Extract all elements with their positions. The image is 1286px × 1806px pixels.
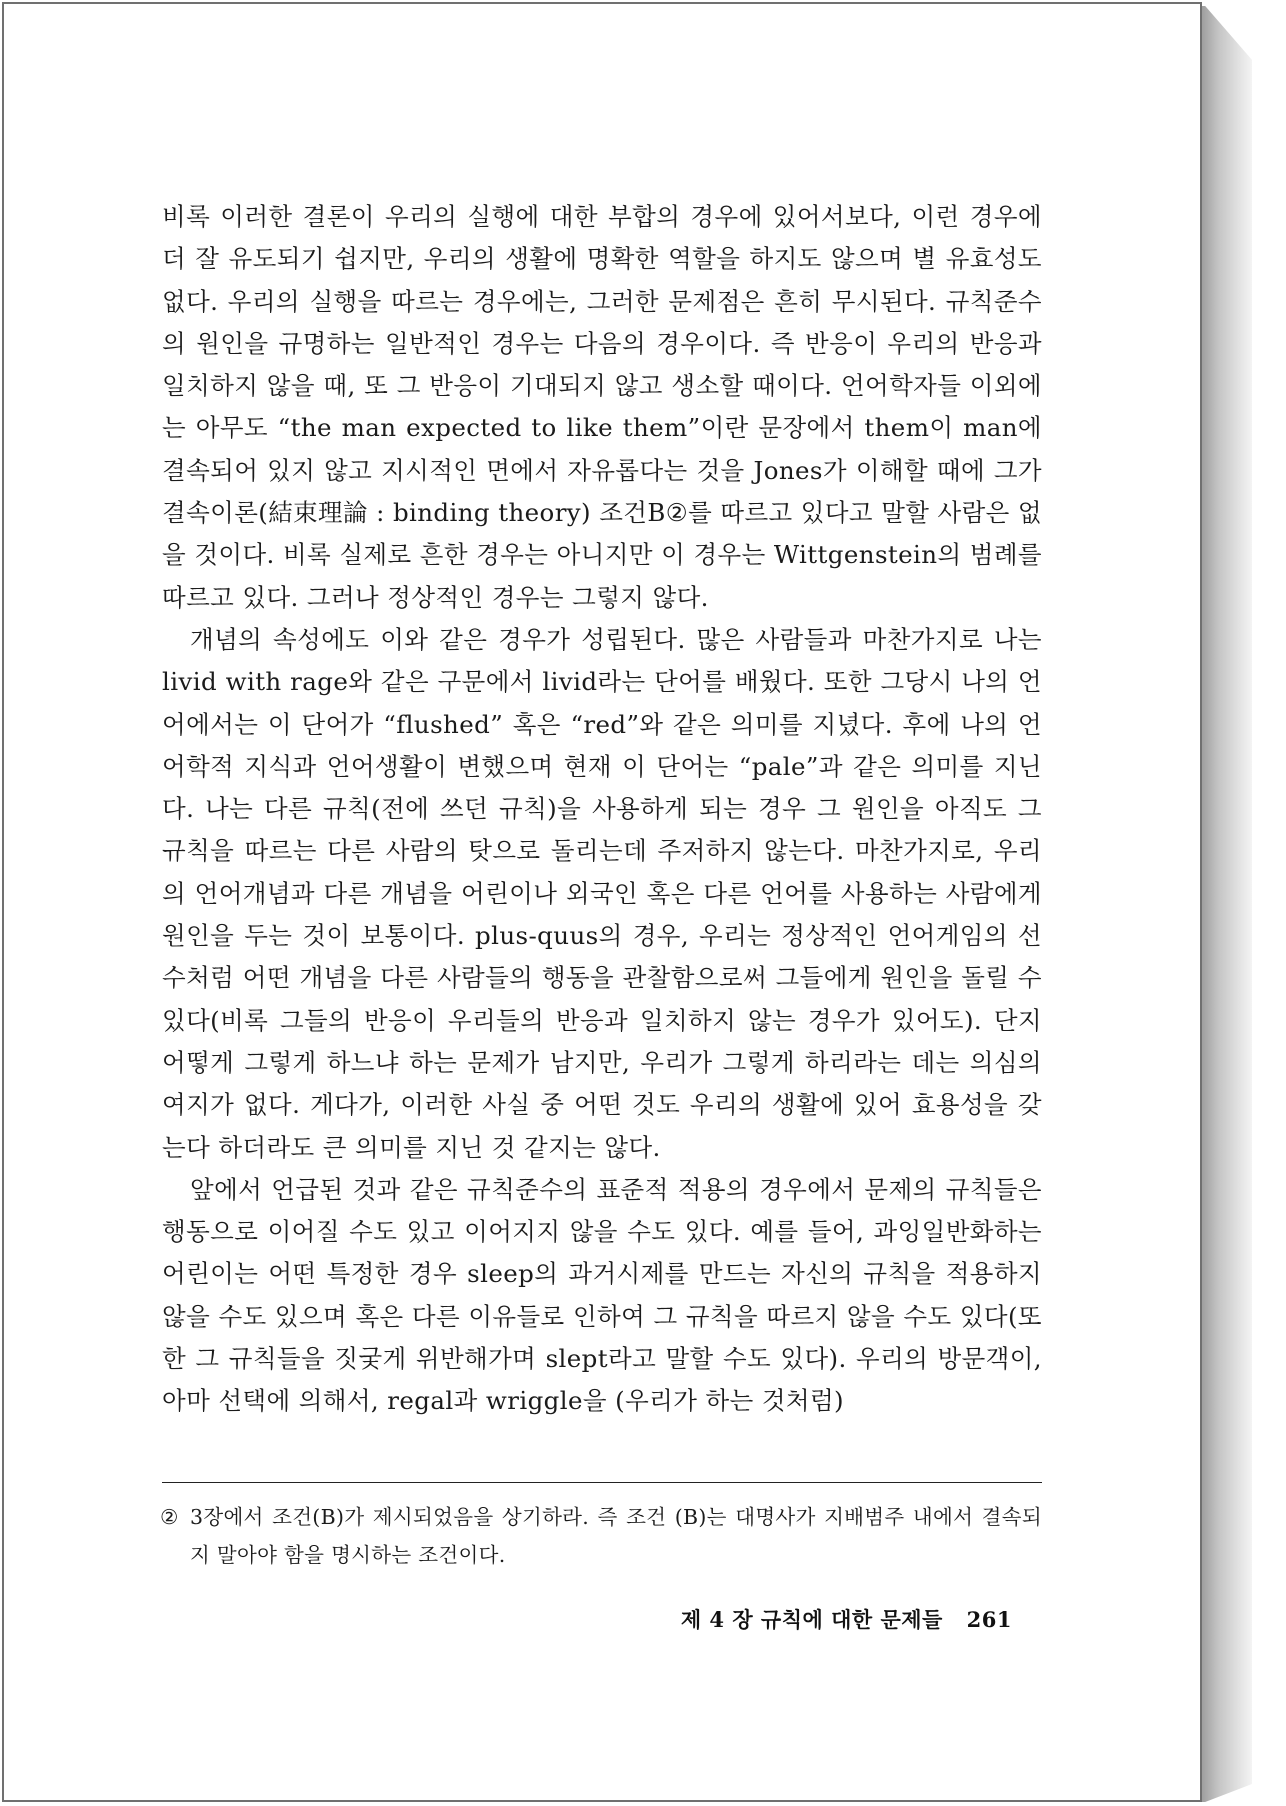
paragraph-2: 개념의 속성에도 이와 같은 경우가 성립된다. 많은 사람들과 마찬가지로 나는 livid with rage와 같은 구문에서 livid라는 단어를 배웠다. 또한 그당시 나의 언어에서는 이 단어가 “flushed” 혹은 “red”와 같은 의미를 지녔다. 후에 나의 언어학적 지식과 언어생활이 변했으며 현재 이 단어는 “pale”과 같은 의미를 지닌다. 나는 다른 규칙(전에 쓰던 규칙)을 사용하게 되는 경우 그 원인을 아직도 그 규칙을 따르는 다른 사람의 탓으로 돌리는데 주저하지 않는다. 마찬가지로, 우리의 언어개념과 다른 개념을 어린이나 외국인 혹은 다른 언어를 사용하는 사람에게 원인을 두는 것이 보통이다. plus-quus의 경우, 우리는 정상적인 언어게임의 선수처럼 어떤 개념을 다른 사람들의 행동을 관찰함으로써 그들에게 원인을 돌릴 수 있다(비록 그들의 반응이 우리들의 반응과 일치하지 않는 경우가 있어도). 단지 어떻게 그렇게 하느냐 하는 문제가 남지만, 우리가 그렇게 하리라는 데는 의심의 여지가 없다. 게다가, 이러한 사실 중 어떤 것도 우리의 생활에 있어 효용성을 갖는다 하더라도 큰 의미를 지닌 것 같지는 않다. <box>162 624 1042 1162</box>
paragraph-1: 비록 이러한 결론이 우리의 실행에 대한 부합의 경우에 있어서보다, 이런 경우에 더 잘 유도되기 쉽지만, 우리의 생활에 명확한 역할을 하지도 않으며 별 유효성도 없다. 우리의 실행을 따르는 경우에는, 그러한 문제점은 흔히 무시된다. 규칙준수의 원인을 규명하는 일반적인 경우는 다음의 경우이다. 즉 반응이 우리의 반응과 일치하지 않을 때, 또 그 반응이 기대되지 않고 생소할 때이다. 언어학자들 이외에는 아무도 “the man expected to like them”이란 문장에서 them이 man에 결속되어 있지 않고 지시적인 면에서 자유롭다는 것을 Jones가 이해할 때에 그가 결속이론(結束理論 : binding theory) 조건B②를 따르고 있다고 말할 사람은 없을 것이다. 비록 실제로 흔한 경우는 아니지만 이 경우는 Wittgenstein의 범례를 따르고 있다. 그러나 정상적인 경우는 그렇지 않다. <box>162 202 1042 612</box>
footnote-text: 3장에서 조건(B)가 제시되었음을 상기하라. 즉 조건 (B)는 대명사가 지배범주 내에서 결속되지 말아야 함을 명시하는 조건이다. <box>190 1505 1042 1567</box>
running-head: 제 4 장 규칙에 대한 문제들 <box>680 1607 943 1632</box>
page-stack-edge <box>1200 6 1252 1802</box>
footnote <box>160 1498 1042 1574</box>
footnote-separator <box>162 1482 1042 1483</box>
footnote-marker: ② <box>160 1505 179 1529</box>
paragraph-3: 앞에서 언급된 것과 같은 규칙준수의 표준적 적용의 경우에서 문제의 규칙들은 행동으로 이어질 수도 있고 이어지지 않을 수도 있다. 예를 들어, 과잉일반화하는 어린이는 어떤 특정한 경우 sleep의 과거시제를 만드는 자신의 규칙을 적용하지 않을 수도 있으며 혹은 다른 이유들로 인하여 그 규칙을 따르지 않을 수도 있다(또한 그 규칙들을 짓궂게 위반해가며 slept라고 말할 수도 있다). 우리의 방문객이, 아마 선택에 의해서, regal과 wriggle을 (우리가 하는 것처럼) <box>162 1174 1042 1416</box>
page-footer <box>644 1604 1012 1634</box>
body-text <box>162 196 1042 1423</box>
page-number: 261 <box>966 1607 1012 1632</box>
page <box>2 2 1202 1802</box>
